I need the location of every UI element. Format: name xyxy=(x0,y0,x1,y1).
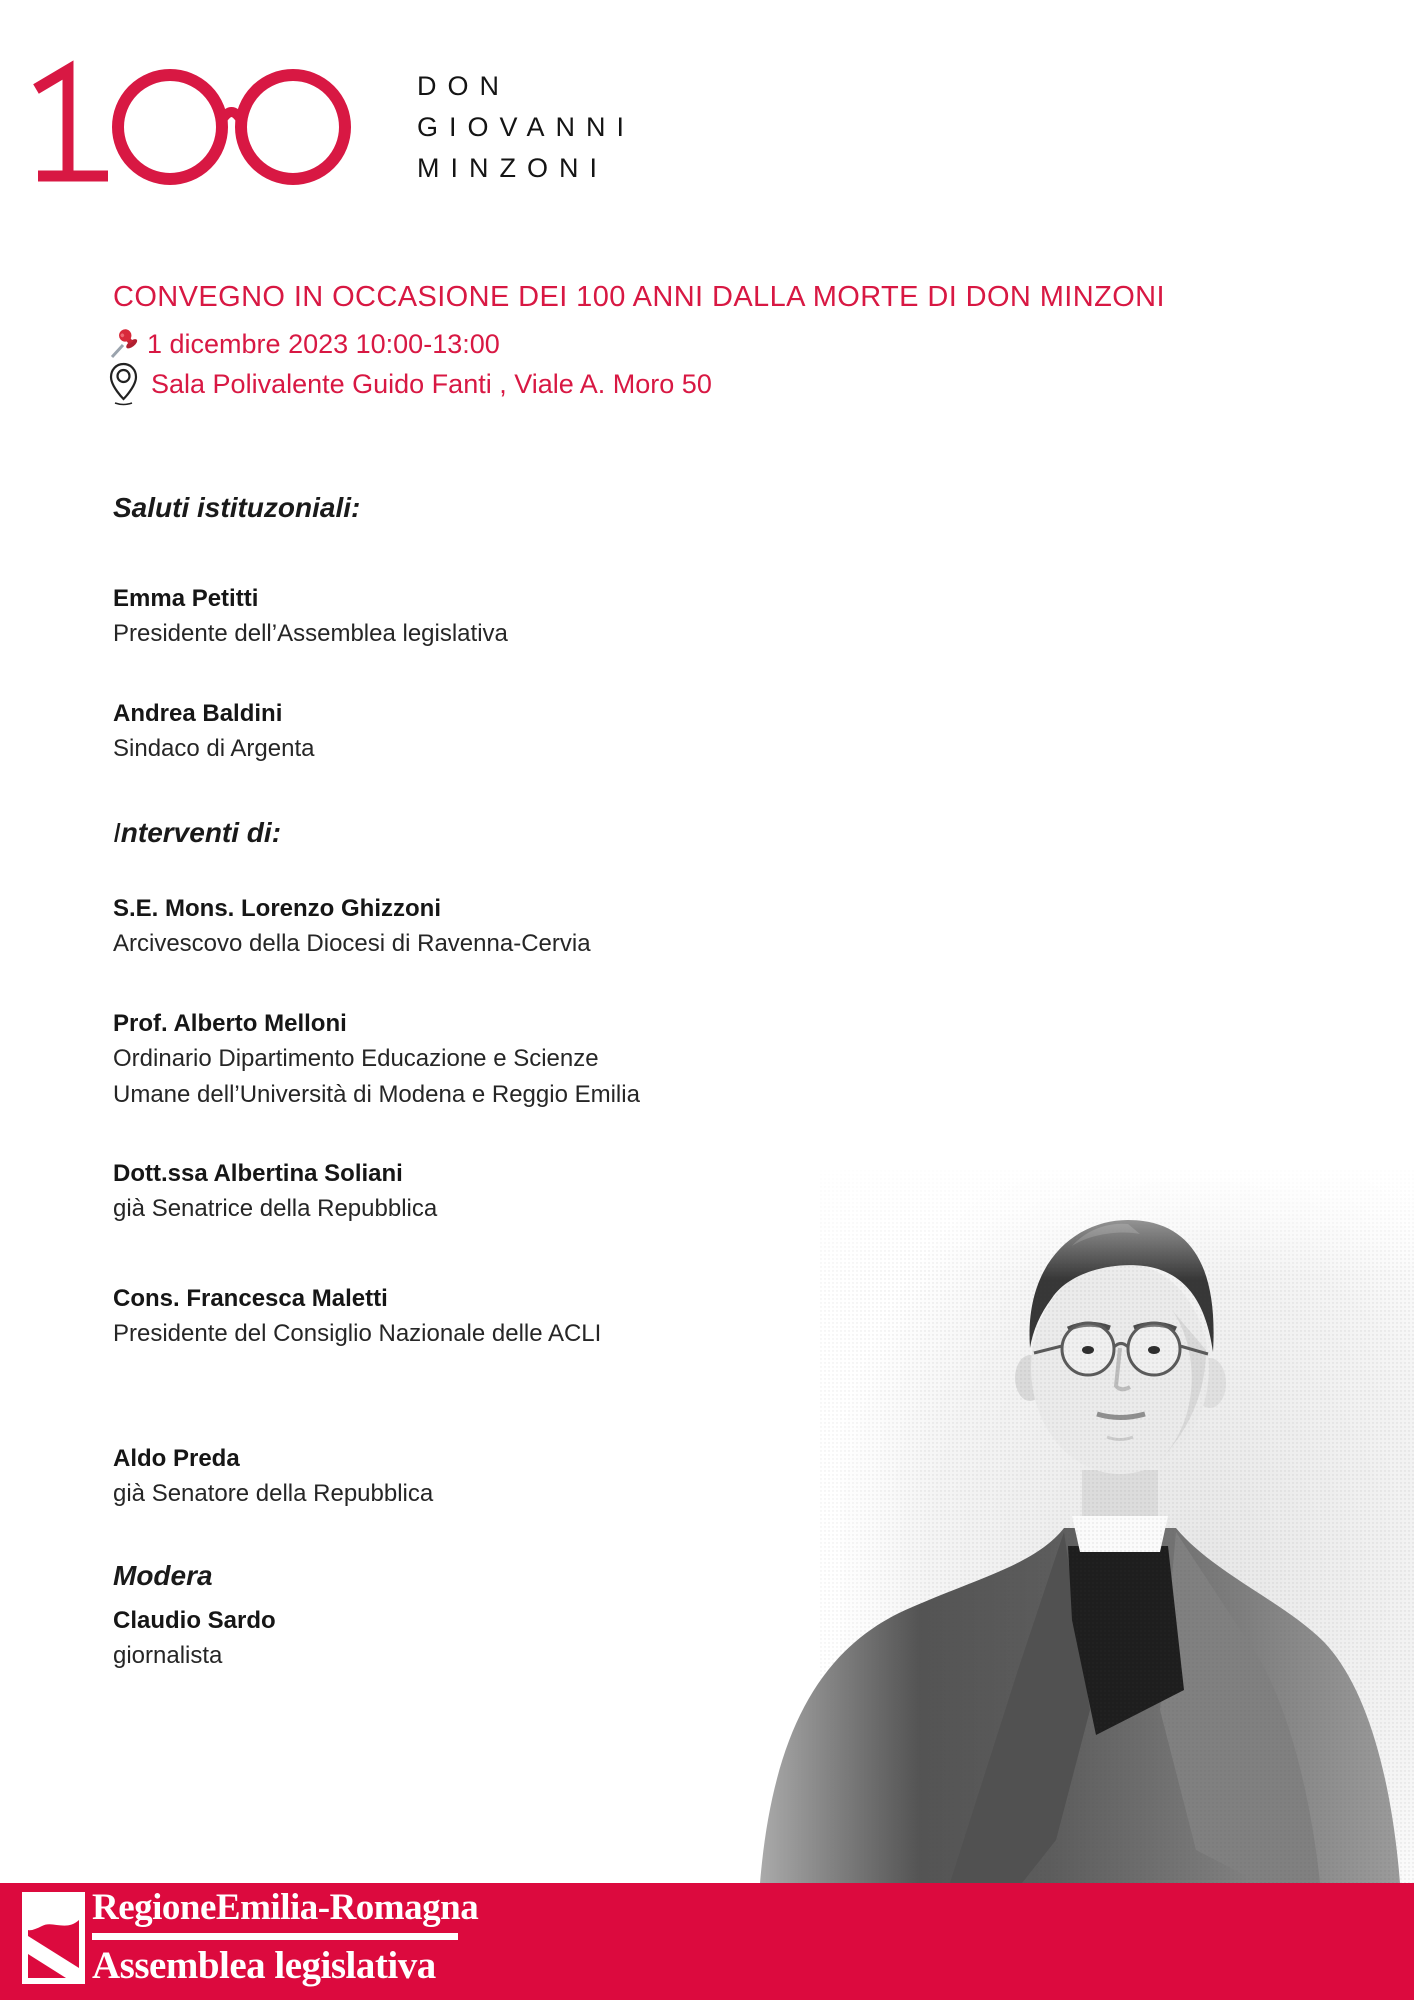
brand-wordmark-line: DON xyxy=(417,71,510,101)
footer-org-name: RegioneEmilia-Romagna xyxy=(92,1887,479,1928)
speaker-role: Arcivescovo della Diocesi di Ravenna-Cervia xyxy=(113,930,591,957)
footer-divider xyxy=(92,1933,458,1940)
brand-wordmark-line: GIOVANNI xyxy=(417,112,636,142)
section-heading-modera: Modera xyxy=(113,1560,213,1591)
speaker-name: Prof. Alberto Melloni xyxy=(113,1010,347,1037)
section-heading-saluti: Saluti istituzoniali: xyxy=(113,492,361,523)
logo-100-glasses-icon xyxy=(28,58,378,193)
footer-bar xyxy=(0,1883,1414,2000)
program-entry xyxy=(113,1441,433,1512)
event-location-row xyxy=(108,362,712,406)
brand-wordmark-line: MINZONI xyxy=(417,153,608,183)
event-date: 1 dicembre 2023 10:00-13:00 xyxy=(147,328,500,359)
speaker-role: già Senatore della Repubblica xyxy=(113,1480,434,1507)
pushpin-icon xyxy=(108,328,142,360)
program-entry xyxy=(113,696,314,767)
speaker-role: Ordinario Dipartimento Educazione e Scienze Umane dell’Università di Modena e Reggio Emilia xyxy=(113,1045,640,1108)
speaker-name: Claudio Sardo xyxy=(113,1607,276,1634)
don-minzoni-portrait xyxy=(620,1150,1414,1883)
footer-sub-name: Assemblea legislativa xyxy=(92,1944,436,1987)
speaker-name: Dott.ssa Albertina Soliani xyxy=(113,1160,403,1187)
speaker-role: Presidente dell’Assemblea legislativa xyxy=(113,620,508,647)
speaker-role: giornalista xyxy=(113,1642,223,1669)
program-entry xyxy=(113,1156,437,1227)
speaker-name: Andrea Baldini xyxy=(113,700,283,727)
program-entry xyxy=(113,1603,276,1674)
location-pin-icon xyxy=(108,362,139,406)
speaker-name: Aldo Preda xyxy=(113,1445,240,1472)
speaker-role: Presidente del Consiglio Nazionale delle ACLI xyxy=(113,1320,602,1347)
speaker-name: Emma Petitti xyxy=(113,585,259,612)
speaker-name: Cons. Francesca Maletti xyxy=(113,1285,388,1312)
speaker-role: già Senatrice della Repubblica xyxy=(113,1195,438,1222)
speaker-role: Sindaco di Argenta xyxy=(113,735,315,762)
event-date-row xyxy=(108,328,500,360)
regione-emilia-romagna-logo xyxy=(22,1892,85,1984)
event-title: CONVEGNO IN OCCASIONE DEI 100 ANNI DALLA MORTE DI DON MINZONI xyxy=(113,281,1165,313)
speaker-name: S.E. Mons. Lorenzo Ghizzoni xyxy=(113,895,441,922)
program-entry xyxy=(113,891,591,962)
program-entry xyxy=(113,581,508,652)
section-heading-interventi: Interventi di: xyxy=(113,817,282,848)
program-entry xyxy=(113,1281,601,1352)
program-entry xyxy=(113,1006,663,1113)
event-location: Sala Polivalente Guido Fanti , Viale A. Moro 50 xyxy=(151,368,712,399)
brand-wordmark xyxy=(417,66,635,189)
